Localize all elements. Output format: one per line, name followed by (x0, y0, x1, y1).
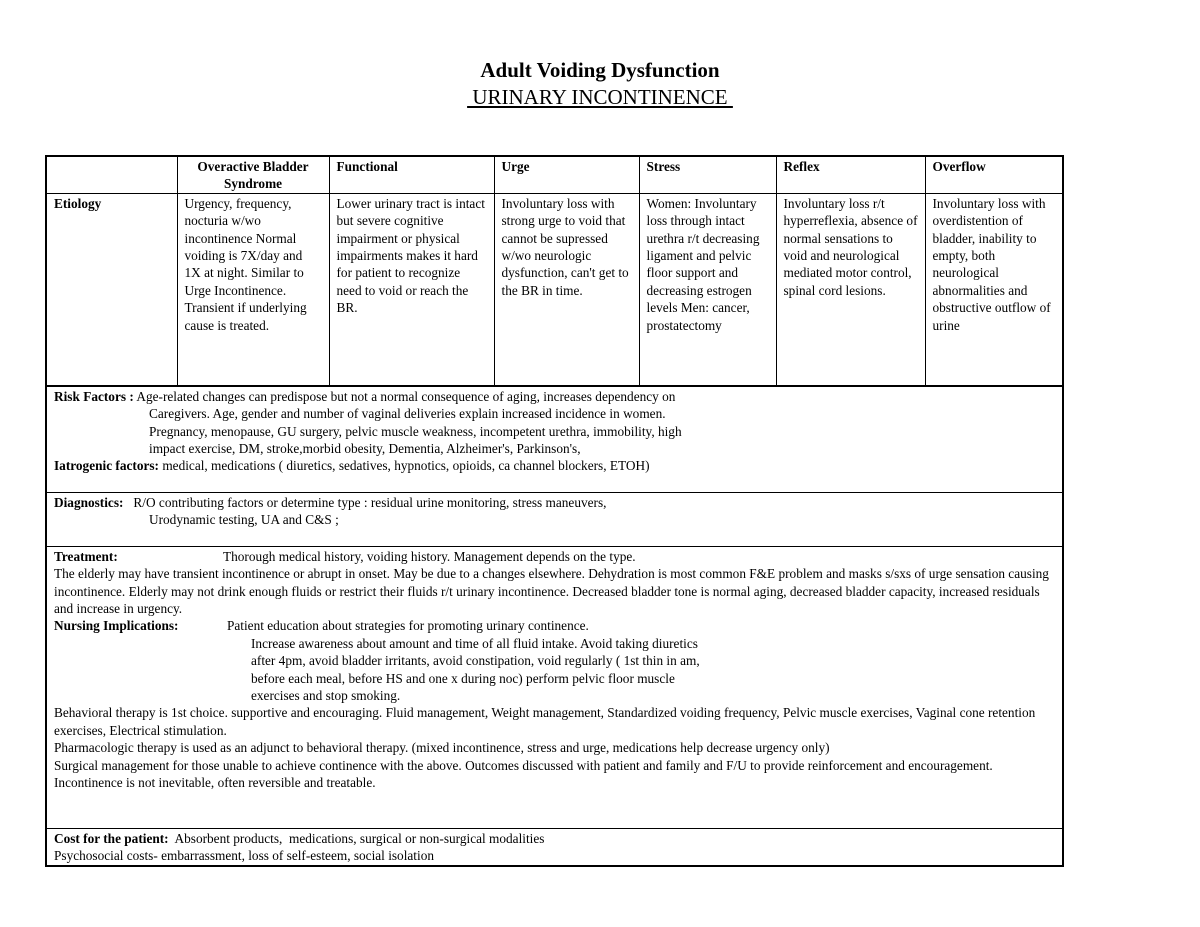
behavioral-therapy: Behavioral therapy is 1st choice. supportive and encouraging. Fluid management, Weight management, Standardized voiding frequency, Pelvic muscle exercises, Vaginal cone retention exercises, Electrical stimulation. (54, 705, 1036, 738)
nursing-intro: Patient education about strategies for promoting urinary continence. (227, 618, 589, 634)
cost-label: Cost for the patient: (54, 830, 169, 846)
header-row (47, 157, 1062, 193)
risk-line-1: Age-related changes can predispose but not a normal consequence of aging, increases dependency on (133, 388, 676, 404)
nursing-line-2: after 4pm, avoid bladder irritants, avoid constipation, void regularly ( 1st thin in am, (251, 653, 700, 669)
types-grid (47, 157, 1062, 386)
header-functional: Functional (329, 157, 494, 193)
etiology-overflow: Involuntary loss with overdistention of bladder, inability to empty, both neurological abnormalities and obstructive outflow of urine (925, 193, 1062, 385)
header-cell-empty (47, 157, 177, 193)
treatment-section (47, 546, 1062, 828)
pharmacologic-therapy: Pharmacologic therapy is used as an adjunct to behavioral therapy. (mixed incontinence, stress and urge, medications help decrease urgency only) (54, 740, 830, 756)
etiology-overactive: Urgency, frequency, nocturia w/wo incontinence Normal voiding is 7X/day and 1X at night. Similar to Urge Incontinence. Transient if underlying cause is treated. (177, 193, 329, 385)
etiology-reflex: Involuntary loss r/t hyperreflexia, absence of normal sensations to void and neurological mediated motor control, spinal cord lesions. (776, 193, 925, 385)
nursing-label: Nursing Implications: (54, 618, 179, 634)
cost-line-2: Psychosocial costs- embarrassment, loss of self-esteem, social isolation (54, 848, 434, 864)
nursing-line-3: before each meal, before HS and one x during noc) perform pelvic floor muscle (251, 670, 675, 686)
diagnostics-label: Diagnostics: (54, 494, 124, 510)
diagnostics-line-2: Urodynamic testing, UA and C&S ; (149, 512, 339, 528)
nursing-line-4: exercises and stop smoking. (251, 688, 401, 704)
etiology-row (47, 193, 1062, 385)
risk-factors-section (47, 386, 1062, 492)
etiology-functional: Lower urinary tract is intact but severe cognitive impairment or physical impairments makes it hard for patient to recognize need to void or reach the BR. (329, 193, 494, 385)
risk-line-4: impact exercise, DM, stroke,morbid obesity, Dementia, Alzheimer's, Parkinson's, (149, 441, 581, 457)
risk-line-3: Pregnancy, menopause, GU surgery, pelvic muscle weakness, incompetent urethra, immobility, high (149, 423, 682, 439)
nursing-line-1: Increase awareness about amount and time of all fluid intake. Avoid taking diuretics (251, 635, 698, 651)
cost-text: Absorbent products, medications, surgical or non-surgical modalities (168, 830, 545, 846)
surgical-management: Surgical management for those unable to achieve continence with the above. Outcomes discussed with patient and family and F/U to provide reinforcement and encouragement. (54, 757, 993, 773)
header-reflex: Reflex (776, 157, 925, 193)
risk-line-2: Caregivers. Age, gender and number of vaginal deliveries explain increased incidence in women. (149, 406, 666, 422)
treatment-paragraph: The elderly may have transient incontinence or abrupt in onset. May be due to a changes elsewhere. Dehydration is most common F&E problem and masks s/sxs of urge sensation causing incontinence. Elderly may not drink enough fluids or restrict their fluids r/t urinary incontinence. Decreased bladder tone is normal aging, decreased bladder capacity, increased residuals and increase in urgency. (54, 566, 1049, 617)
header-overactive: Overactive Bladder Syndrome (177, 157, 329, 193)
treatment-label: Treatment: (54, 548, 118, 564)
title-subtitle: URINARY INCONTINENCE (467, 85, 733, 109)
iatrogenic-text: medical, medications ( diuretics, sedatives, hypnotics, opioids, ca channel blockers, ETOH) (159, 458, 650, 474)
iatrogenic-label: Iatrogenic factors: (54, 458, 159, 474)
diagnostics-section (47, 492, 1062, 546)
title-main: Adult Voiding Dysfunction (480, 58, 720, 82)
incontinence-table (45, 155, 1064, 867)
cost-section (47, 828, 1062, 865)
etiology-stress: Women: Involuntary loss through intact urethra r/t decreasing ligament and pelvic floor support and decreasing estrogen levels Men: cancer, prostatectomy (639, 193, 776, 385)
risk-factors-label: Risk Factors : (54, 388, 134, 404)
header-urge: Urge (494, 157, 639, 193)
etiology-urge: Involuntary loss with strong urge to void that cannot be supressed w/wo neurologic dysfunction, can't get to the BR in time. (494, 193, 639, 385)
treatment-closing: Incontinence is not inevitable, often reversible and treatable. (54, 775, 376, 791)
header-stress: Stress (639, 157, 776, 193)
header-overflow: Overflow (925, 157, 1062, 193)
document-title (0, 57, 1200, 111)
treatment-intro: Thorough medical history, voiding history. Management depends on the type. (223, 548, 636, 564)
etiology-label: Etiology (47, 193, 177, 385)
diagnostics-line-1: R/O contributing factors or determine type : residual urine monitoring, stress maneuvers, (123, 494, 607, 510)
